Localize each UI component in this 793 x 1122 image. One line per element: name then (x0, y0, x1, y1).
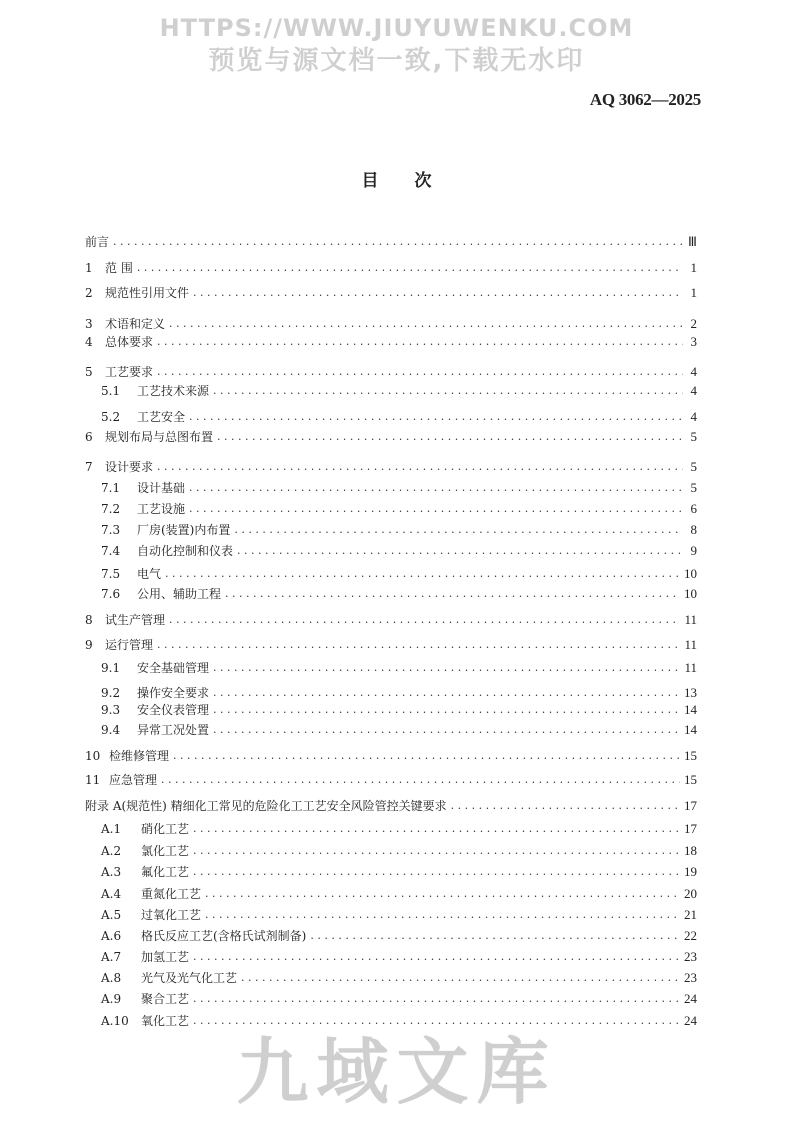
toc-page-number: 3 (690, 334, 697, 349)
toc-page-number: 20 (684, 886, 697, 901)
dot-leader (193, 285, 683, 301)
toc-label: 聚合工艺 (141, 992, 190, 1006)
toc-page-number: 11 (684, 612, 697, 627)
toc-number: 9.4 (101, 723, 121, 737)
toc-page-number: 4 (690, 409, 697, 424)
toc-number: 9 (85, 638, 93, 652)
toc-entry[interactable] (85, 586, 697, 602)
toc-entry[interactable] (85, 522, 697, 538)
toc-label: 格氏反应工艺(含格氏试剂制备) (141, 929, 307, 943)
toc-number: 3 (85, 317, 93, 331)
dot-leader (193, 991, 680, 1007)
toc-page-number: 4 (690, 383, 697, 398)
toc-label: 工艺设施 (137, 502, 186, 516)
toc-number: A.2 (101, 844, 122, 858)
watermark-logo: 九域文库 (236, 1030, 557, 1114)
toc-page-number: 1 (690, 285, 697, 300)
page-title (0, 170, 793, 192)
dot-leader (157, 364, 683, 380)
toc-entry[interactable] (85, 660, 697, 676)
toc-page-number: 11 (684, 660, 697, 675)
toc-label: 设计基础 (137, 481, 186, 495)
toc-number: A.3 (101, 865, 122, 879)
toc-page-number: 14 (684, 702, 697, 717)
dot-leader (157, 334, 683, 350)
toc-page-number: 19 (684, 864, 697, 879)
toc-entry[interactable] (85, 949, 697, 965)
toc-number: 11 (85, 773, 101, 787)
toc-label: 自动化控制和仪表 (137, 544, 234, 558)
toc-page-number: 13 (684, 685, 697, 700)
toc-page-number: 6 (690, 501, 697, 516)
dot-leader (213, 685, 680, 701)
toc-entry[interactable] (85, 459, 697, 475)
dot-leader (237, 543, 683, 559)
dot-leader (193, 821, 680, 837)
toc-number: A.9 (101, 992, 122, 1006)
title-char-1: 目 (361, 171, 379, 191)
dot-leader (213, 383, 683, 399)
toc-entry[interactable] (85, 543, 697, 559)
toc-entry[interactable] (85, 798, 697, 814)
toc-page-number: 24 (684, 1013, 697, 1028)
watermark-notice: 预览与源文档一致,下载无水印 (208, 46, 585, 76)
toc-page-number: 24 (684, 991, 697, 1006)
dot-leader (165, 566, 680, 582)
toc-label: 总体要求 (105, 335, 154, 349)
toc-entry[interactable] (85, 821, 697, 837)
toc-number: 5.1 (101, 384, 121, 398)
dot-leader (169, 316, 683, 332)
toc-entry[interactable] (85, 928, 697, 944)
toc-label: 氧化工艺 (141, 1014, 190, 1028)
toc-entry[interactable] (85, 907, 697, 923)
toc-entry[interactable] (85, 429, 697, 445)
toc-number: 1 (85, 261, 93, 275)
dot-leader (213, 722, 680, 738)
toc-page-number: 23 (684, 970, 697, 985)
toc-number: 7.1 (101, 481, 121, 495)
toc-page-number: 21 (684, 907, 697, 922)
standard-number: AQ 3062—2025 (589, 90, 701, 109)
toc-entry[interactable] (85, 748, 697, 764)
dot-leader (451, 798, 680, 814)
toc-entry[interactable] (85, 501, 697, 517)
toc-number: 7.2 (101, 502, 121, 516)
dot-leader (193, 949, 680, 965)
toc-label: 异常工况处置 (137, 723, 210, 737)
toc-label: 术语和定义 (105, 317, 166, 331)
toc-label: 光气及光气化工艺 (141, 971, 238, 985)
toc-page-number: 23 (684, 949, 697, 964)
dot-leader (310, 928, 680, 944)
toc-number: A.5 (101, 908, 122, 922)
dot-leader (137, 260, 683, 276)
toc-label: 规划布局与总图布置 (105, 430, 214, 444)
toc-number: A.10 (101, 1014, 129, 1028)
toc-page-number: 5 (690, 429, 697, 444)
toc-entry[interactable] (85, 637, 697, 653)
toc-entry[interactable] (85, 685, 697, 701)
dot-leader (225, 586, 680, 602)
toc-label: 过氧化工艺 (141, 908, 202, 922)
toc-number: 5 (85, 365, 93, 379)
toc-entry[interactable] (85, 260, 697, 276)
toc-page-number: 22 (684, 928, 697, 943)
toc-page-number: 10 (684, 566, 697, 581)
toc-label: 操作安全要求 (137, 686, 210, 700)
toc-label: 规范性引用文件 (105, 286, 190, 300)
toc-number: A.4 (101, 887, 122, 901)
dot-leader (189, 480, 683, 496)
toc-page-number: 8 (690, 522, 697, 537)
toc-label: 安全仪表管理 (137, 703, 210, 717)
toc-number: A.8 (101, 971, 122, 985)
toc-page-number: 4 (690, 364, 697, 379)
toc-label: 附录 A(规范性) 精细化工常见的危险化工工艺安全风险管控关键要求 (85, 799, 447, 813)
toc-entry[interactable] (85, 383, 697, 399)
toc-label: 硝化工艺 (141, 822, 190, 836)
toc-number: 2 (85, 286, 93, 300)
toc-label: 电气 (137, 567, 162, 581)
toc-entry[interactable] (85, 864, 697, 880)
toc-label: 氟化工艺 (141, 865, 190, 879)
dot-leader (234, 522, 683, 538)
title-char-2: 次 (414, 171, 432, 191)
toc-entry[interactable] (85, 702, 697, 718)
toc-number: 7.3 (101, 523, 121, 537)
dot-leader (193, 843, 680, 859)
toc-label: 设计要求 (105, 460, 154, 474)
toc-number: 10 (85, 749, 101, 763)
toc-entry[interactable] (85, 566, 697, 582)
toc-label: 运行管理 (105, 638, 154, 652)
toc-entry[interactable] (85, 970, 697, 986)
dot-leader (161, 772, 680, 788)
dot-leader (113, 234, 683, 250)
dot-leader (217, 429, 683, 445)
toc-entry[interactable] (85, 612, 697, 628)
dot-leader (193, 1013, 680, 1029)
toc-entry[interactable] (85, 1013, 697, 1029)
toc-number: 8 (85, 613, 93, 627)
toc-page-number: 1 (690, 260, 697, 275)
toc-page-number: 5 (690, 480, 697, 495)
toc-entry[interactable] (85, 772, 697, 788)
dot-leader (205, 907, 680, 923)
toc-page-number: 15 (684, 772, 697, 787)
toc-entry[interactable] (85, 409, 697, 425)
toc-page-number: 14 (684, 722, 697, 737)
dot-leader (213, 660, 680, 676)
toc-label: 氯化工艺 (141, 844, 190, 858)
toc-label: 前言 (85, 235, 110, 249)
toc-entry[interactable] (85, 334, 697, 350)
toc-entry[interactable] (85, 234, 697, 250)
toc-number: A.7 (101, 950, 122, 964)
toc-entry[interactable] (85, 316, 697, 332)
toc-number: A.6 (101, 929, 122, 943)
toc-entry[interactable] (85, 991, 697, 1007)
dot-leader (193, 864, 680, 880)
toc-page-number: 11 (684, 637, 697, 652)
toc-number: 9.2 (101, 686, 121, 700)
toc-page-number: 15 (684, 748, 697, 763)
toc-number: 7 (85, 460, 93, 474)
dot-leader (241, 970, 680, 986)
toc-label: 试生产管理 (105, 613, 166, 627)
toc-label: 公用、辅助工程 (137, 587, 222, 601)
dot-leader (173, 748, 680, 764)
dot-leader (157, 459, 683, 475)
dot-leader (169, 612, 680, 628)
toc-entry[interactable] (85, 480, 697, 496)
toc-number: 7.5 (101, 567, 121, 581)
toc-label: 应急管理 (109, 773, 158, 787)
toc-label: 工艺安全 (137, 410, 186, 424)
toc-label: 重氮化工艺 (141, 887, 202, 901)
dot-leader (189, 409, 683, 425)
dot-leader (205, 886, 680, 902)
toc-page-number: 9 (690, 543, 697, 558)
toc-page-number: 18 (684, 843, 697, 858)
toc-entry[interactable] (85, 364, 697, 380)
toc-number: A.1 (101, 822, 122, 836)
toc-entry[interactable] (85, 843, 697, 859)
toc-entry[interactable] (85, 722, 697, 738)
toc-number: 5.2 (101, 410, 121, 424)
toc-label: 工艺技术来源 (137, 384, 210, 398)
toc-label: 工艺要求 (105, 365, 154, 379)
watermark-url: HTTPS://WWW.JIUYUWENKU.COM (159, 14, 634, 42)
dot-leader (157, 637, 680, 653)
toc-number: 4 (85, 335, 93, 349)
toc-page-number: 2 (690, 316, 697, 331)
toc-number: 6 (85, 430, 93, 444)
toc-number: 7.6 (101, 587, 121, 601)
dot-leader (213, 702, 680, 718)
toc-label: 加氢工艺 (141, 950, 190, 964)
toc-page-number: 5 (690, 459, 697, 474)
toc-page-number: Ⅲ (688, 234, 697, 249)
toc-label: 厂房(装置)内布置 (137, 523, 231, 537)
toc-page-number: 10 (684, 586, 697, 601)
toc-number: 9.1 (101, 661, 121, 675)
toc-label: 检维修管理 (109, 749, 170, 763)
toc-entry[interactable] (85, 285, 697, 301)
toc-label: 范 围 (105, 261, 133, 275)
toc-entry[interactable] (85, 886, 697, 902)
toc-page-number: 17 (684, 821, 697, 836)
toc-number: 9.3 (101, 703, 121, 717)
dot-leader (189, 501, 683, 517)
toc-number: 7.4 (101, 544, 121, 558)
toc-page-number: 17 (684, 798, 697, 813)
toc-label: 安全基础管理 (137, 661, 210, 675)
